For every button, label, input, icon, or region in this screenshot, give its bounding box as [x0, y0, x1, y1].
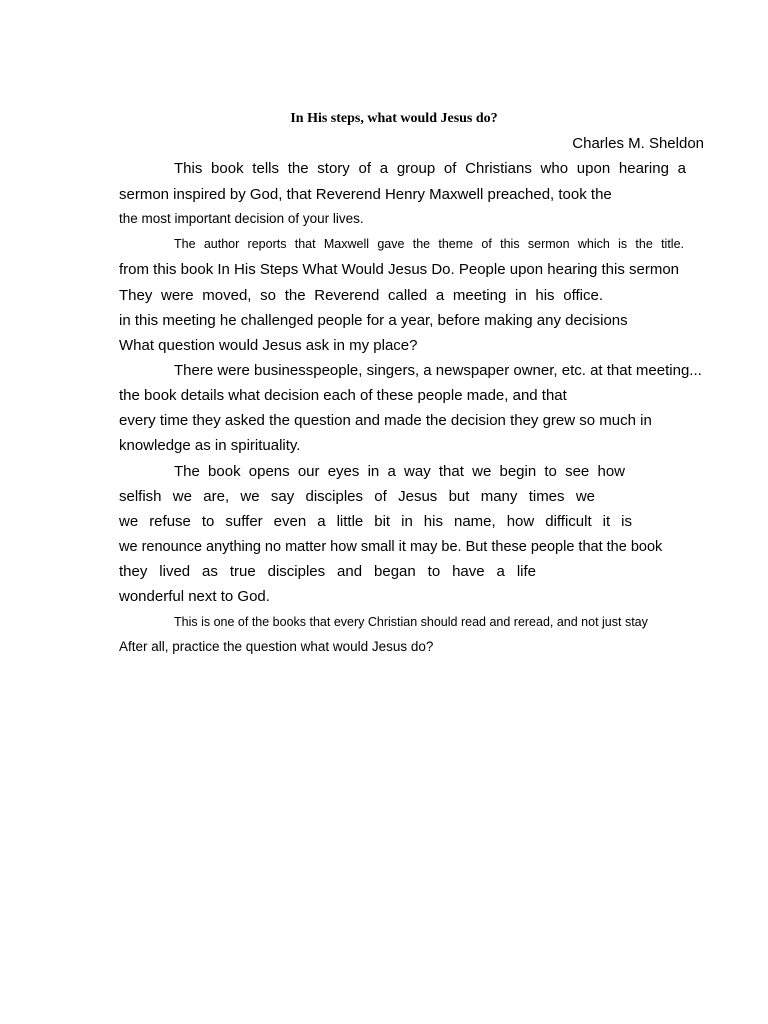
document-title: In His steps, what would Jesus do?: [290, 111, 498, 126]
text-line: This is one of the books that every Christian should read and reread, and not just stay: [174, 615, 648, 629]
text-line: There were businesspeople, singers, a newspaper owner, etc. at that meeting...: [174, 362, 702, 379]
text-line: They were moved, so the Reverend called a meeting in his office.: [119, 287, 603, 304]
text-line: in this meeting he challenged people for a year, before making any decisions: [119, 312, 628, 329]
text-line: we refuse to suffer even a little bit in his name, how difficult it is: [119, 513, 632, 530]
text-line: the most important decision of your lives.: [119, 211, 364, 226]
text-line: from this book In His Steps What Would Jesus Do. People upon hearing this sermon: [119, 261, 680, 278]
text-line: every time they asked the question and made the decision they grew so much in: [119, 412, 652, 429]
text-line: selfish we are, we say disciples of Jesus but many times we: [119, 488, 595, 505]
text-line: This book tells the story of a group of Christians who upon hearing a: [174, 160, 686, 177]
text-line: the book details what decision each of these people made, and that: [119, 387, 567, 404]
text-line: wonderful next to God.: [119, 588, 270, 605]
text-line: knowledge as in spirituality.: [119, 437, 301, 454]
text-line: The author reports that Maxwell gave the theme of this sermon which is the title.: [174, 237, 684, 251]
text-line: they lived as true disciples and began to have a life: [119, 563, 536, 580]
text-line: we renounce anything no matter how small it may be. But these people that the book: [119, 539, 663, 555]
text-line: The book opens our eyes in a way that we begin to see how: [174, 463, 625, 480]
text-line: sermon inspired by God, that Reverend Henry Maxwell preached, took the: [119, 186, 612, 203]
text-line: After all, practice the question what would Jesus do?: [119, 639, 434, 654]
document-author: Charles M. Sheldon: [572, 135, 704, 152]
text-line: What question would Jesus ask in my place?: [119, 337, 418, 354]
